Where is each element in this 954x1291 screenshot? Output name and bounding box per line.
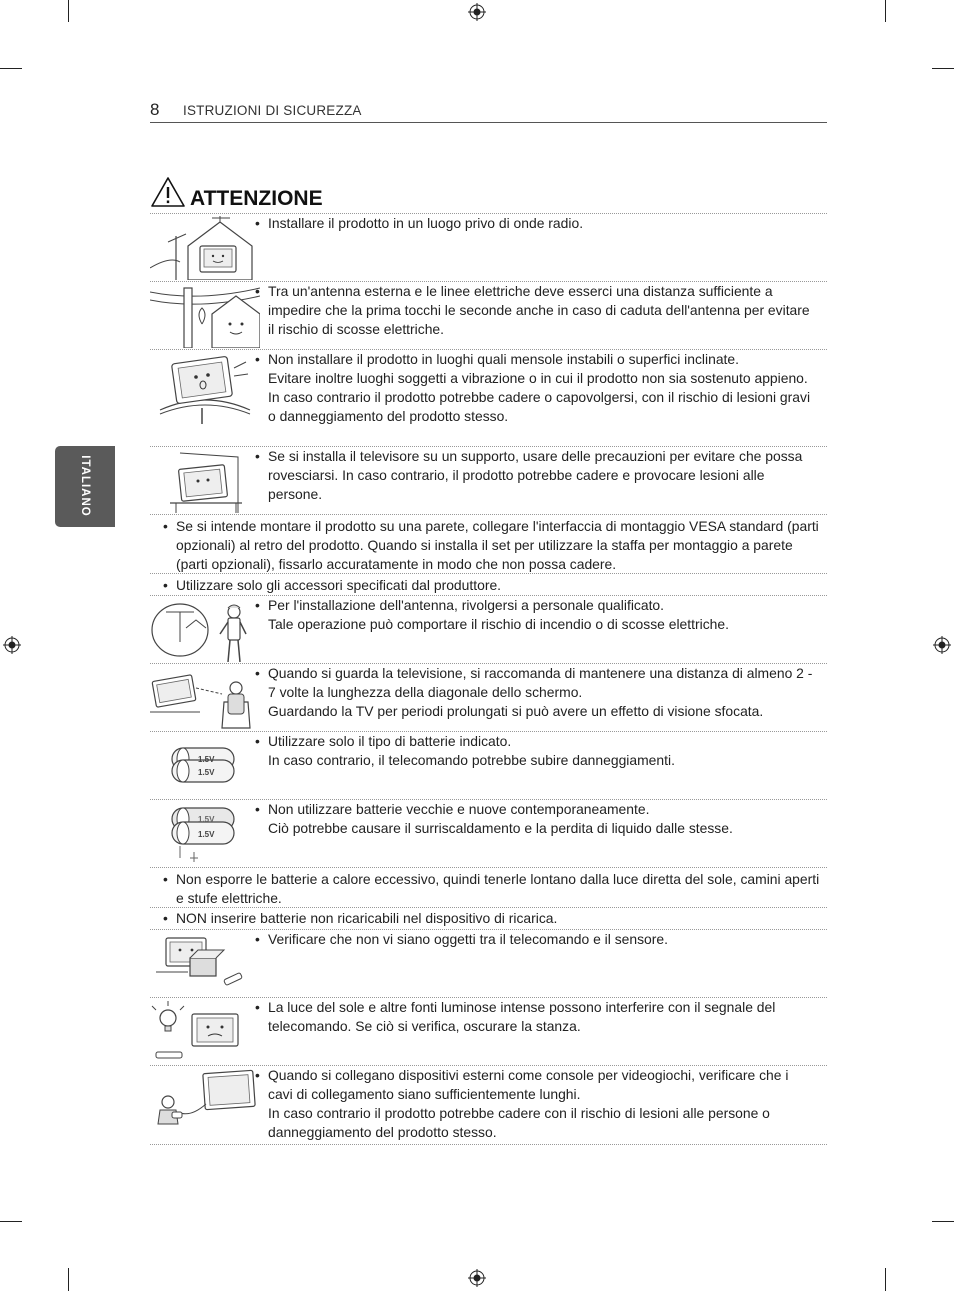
language-tab [55,446,115,527]
list-item [150,573,827,596]
bullet: • [163,518,168,534]
item-text [255,282,813,339]
remote-obstacle-illustration [150,932,260,996]
item-text [255,1066,813,1142]
crop-mark [885,1268,886,1291]
bullet: • [255,733,260,749]
item-line: Installare il prodotto in un luogo privo di onde radio. [268,215,584,231]
item-line: Ciò potrebbe causare il surriscaldamento e la perdita di liquido dalle stesse. [268,820,733,836]
list-item [150,799,827,868]
caution-title: ATTENZIONE [190,187,323,210]
sunlight-remote-illustration [150,1000,260,1064]
list-item [150,1065,827,1145]
registration-mark-icon [3,636,21,654]
list-item [150,929,827,998]
item-line: Non utilizzare batterie vecchie e nuove contemporaneamente. [268,801,650,817]
list-item [150,281,827,350]
bullet: • [255,665,260,681]
antenna-technician-illustration [150,598,260,662]
warning-triangle-icon [150,176,186,208]
section-title: ISTRUZIONI DI SICUREZZA [183,103,362,118]
bullet: • [255,215,260,231]
item-text [163,517,826,574]
item-text [255,930,813,949]
list-item [150,514,827,574]
item-line: La luce del sole e altre fonti luminose intense possono interferire con il segnale del telecomando. Se ciò si verifica, oscurare la stanza. [268,999,776,1034]
list-item [150,595,827,664]
list-item [150,867,827,908]
item-text [163,576,826,595]
page-header [150,100,827,123]
item-line: NON inserire batterie non ricaricabili nel dispositivo di ricarica. [176,910,558,926]
item-text [255,732,813,770]
crop-mark [0,68,22,69]
item-text [163,870,826,908]
language-tab-label: ITALIANO [79,455,91,517]
item-line: Guardando la TV per periodi prolungati si può avere un effetto di visione sfocata. [268,703,764,719]
item-text [255,447,813,504]
item-line: Tra un'antenna esterna e le linee elettriche deve esserci una distanza sufficiente a impedire che la prima tocchi le seconde anche in caso di caduta dell'antenna per evitare il rischio di scosse elettriche. [268,283,810,337]
crop-mark [0,1221,22,1222]
item-text [255,800,813,838]
item-line: Tale operazione può comportare il rischio di incendio o di scosse elettriche. [268,616,729,632]
crop-mark [68,0,69,22]
registration-mark-icon [468,3,486,21]
item-text [255,998,813,1036]
tv-on-stand-illustration [150,449,260,513]
registration-mark-icon [468,1269,486,1287]
item-line: Verificare che non vi siano oggetti tra il telecomando e il sensore. [268,931,668,947]
item-line: In caso contrario il prodotto potrebbe cadere con il rischio di lesioni alle persone o danneggiamento del prodotto stesso. [268,1105,770,1140]
item-line: Utilizzare solo il tipo di batterie indicato. [268,733,512,749]
bullet: • [255,283,260,299]
crop-mark [932,1221,954,1222]
crop-mark [68,1268,69,1291]
item-line: In caso contrario il prodotto potrebbe cadere o capovolgersi, con il rischio di lesioni gravi o danneggiamento del prodotto stesso. [268,389,811,424]
bullet: • [163,577,168,593]
bullet: • [255,801,260,817]
bullet: • [255,351,260,367]
item-line: Se si intende montare il prodotto su una parete, collegare l'interfaccia di montaggio VESA standard (parti opzionali) al retro del prodotto. Quando si installa il set per utilizzare la staffa per montaggio a parete (parti opzionali), fissarlo accuratamente in modo che non possa cadere. [176,518,819,572]
power-line-antenna-illustration [150,284,260,348]
console-cable-illustration [150,1068,260,1132]
crop-mark [932,68,954,69]
list-item [150,731,827,800]
item-line: Quando si collegano dispositivi esterni come console per videogiochi, verificare che i cavi di collegamento siano sufficientemente lunghi. [268,1067,789,1102]
viewing-distance-illustration [150,666,260,730]
old-new-batteries-illustration [150,802,260,866]
item-text [255,214,813,233]
crop-mark [885,0,886,22]
registration-mark-icon [933,636,951,654]
item-line: In caso contrario, il telecomando potrebbe subire danneggiamenti. [268,752,675,768]
batteries-illustration [150,734,260,798]
battery-label: 1.5V [198,755,215,764]
battery-label: 1.5V [198,830,215,839]
house-antenna-tv-illustration [150,216,260,280]
bullet: • [255,1067,260,1083]
list-item [150,349,827,447]
item-line: Utilizzare solo gli accessori specificati dal produttore. [176,577,502,593]
item-text [255,664,813,721]
item-text [255,350,813,426]
bullet: • [255,448,260,464]
item-line: Se si installa il televisore su un supporto, usare delle precauzioni per evitare che possa rovesciarsi. In caso contrario, il prodotto potrebbe cadere e provocare lesioni alle persone. [268,448,803,502]
bullet: • [163,871,168,887]
bullet: • [163,910,168,926]
item-text [163,909,826,928]
item-line: Per l'installazione dell'antenna, rivolgersi a personale qualificato. [268,597,665,613]
item-line: Evitare inoltre luoghi soggetti a vibrazione o in cui il prodotto non sia sostenuto appieno. [268,370,808,386]
bullet: • [255,931,260,947]
page-number: 8 [150,100,160,119]
list-item [150,213,827,282]
battery-label: 1.5V [198,768,215,777]
item-line: Non installare il prodotto in luoghi quali mensole instabili o superfici inclinate. [268,351,739,367]
list-item [150,446,827,515]
list-item [150,907,827,930]
bullet: • [255,999,260,1015]
list-item [150,663,827,732]
item-line: Quando si guarda la televisione, si raccomanda di mantenere una distanza di almeno 2 - 7 volte la lunghezza della diagonale dello schermo. [268,665,813,700]
bullet: • [255,597,260,613]
tv-unstable-shelf-illustration [150,352,260,428]
item-line: Non esporre le batterie a calore eccessivo, quindi tenerle lontano dalla luce diretta del sole, camini aperti e stufe elettriche. [176,871,820,906]
battery-label: 1.5V [198,815,215,824]
item-text [255,596,813,634]
list-item [150,997,827,1066]
